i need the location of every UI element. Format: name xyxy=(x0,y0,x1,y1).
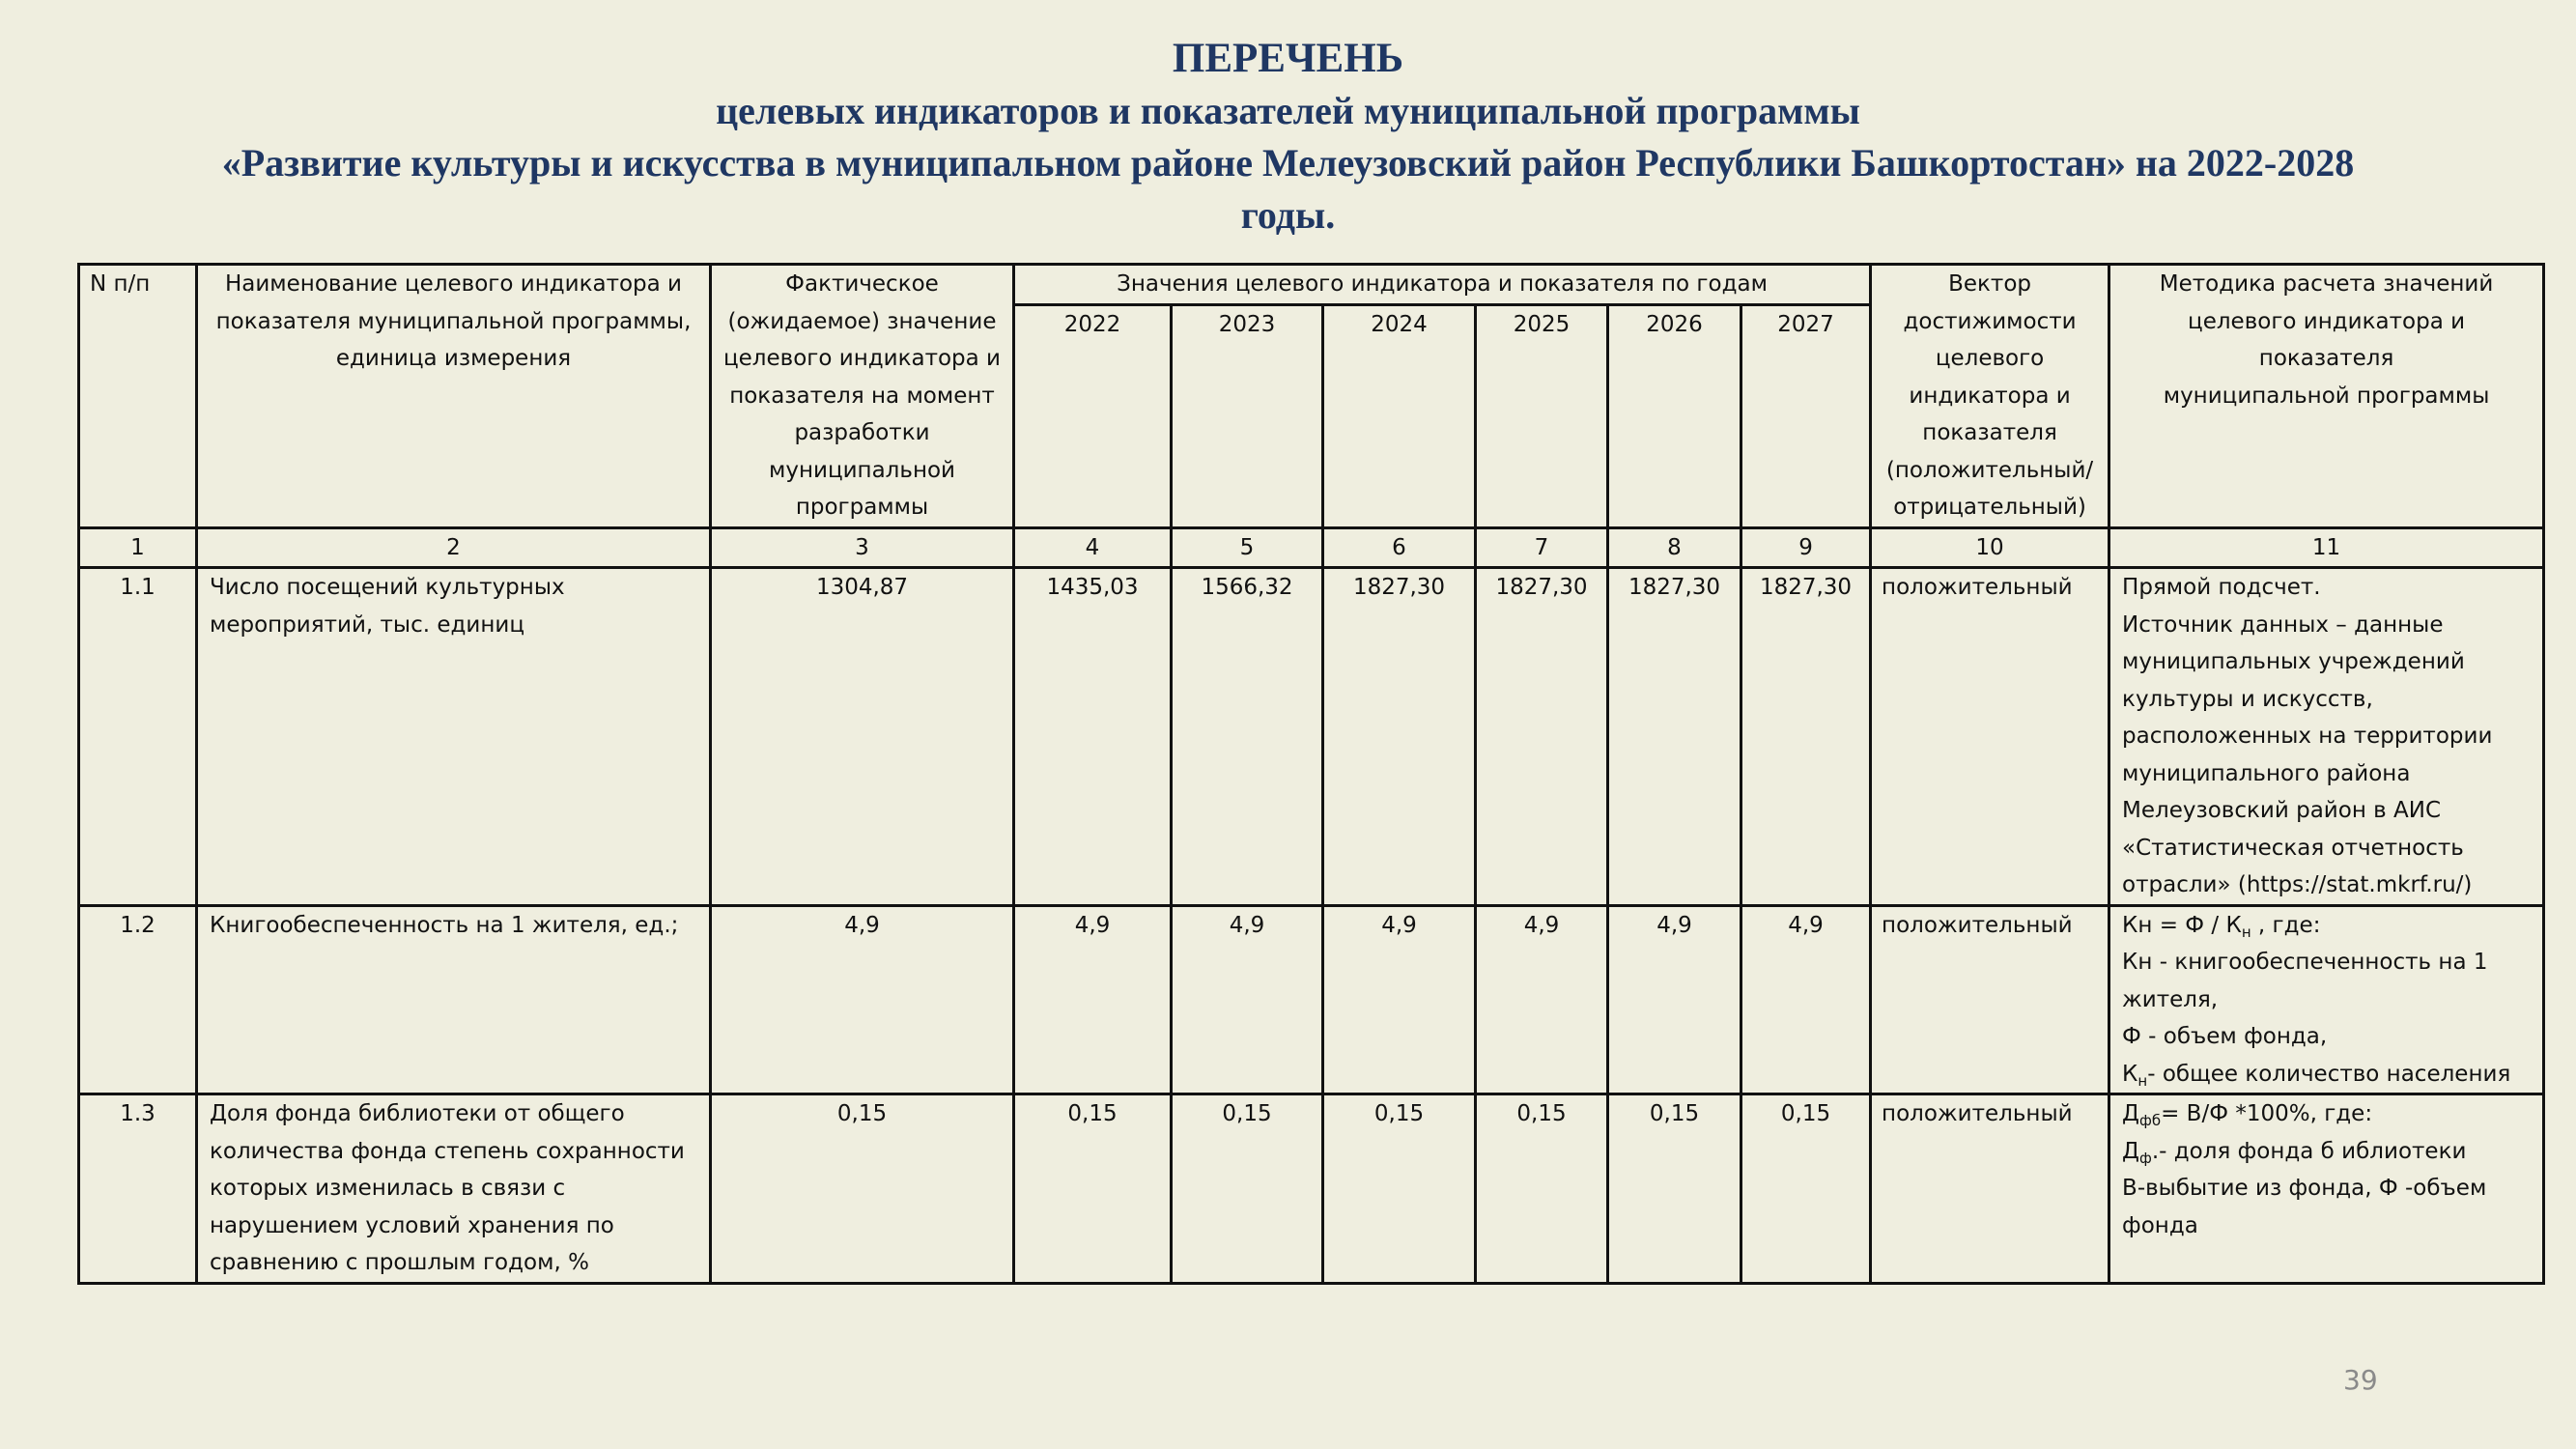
col-number: 4 xyxy=(1014,527,1172,568)
row-value-2022: 4,9 xyxy=(1014,905,1172,1094)
row-value-2027: 0,15 xyxy=(1741,1094,1871,1284)
row-method: Прямой подсчет. Источник данных – данные муниципальных учреждений культуры и искусств, расположенных на территории муниципального района Мелеузовский район в АИС «Статистическая отчетность отрасли» (https://stat.mkrf.ru/) xyxy=(2109,568,2544,906)
page-number: 39 xyxy=(2343,1364,2378,1396)
col-number: 7 xyxy=(1476,527,1608,568)
row-value-2023: 0,15 xyxy=(1172,1094,1323,1284)
indicators-table xyxy=(77,263,2545,1285)
col-number: 2 xyxy=(197,527,711,568)
table-row xyxy=(79,568,2544,906)
row-method: $Д_{фб}= В/Ф$ *100%, где: $Д_ф.-$ доля фонда б иблиотеки В-выбытие из фонда, Ф -объем фонда xyxy=(2109,1094,2544,1284)
row-value-2025: 0,15 xyxy=(1476,1094,1608,1284)
col-number: 1 xyxy=(79,527,197,568)
row-num: 1.2 xyxy=(79,905,197,1094)
row-actual-value: 4,9 xyxy=(711,905,1014,1094)
row-value-2022: 1435,03 xyxy=(1014,568,1172,906)
row-value-2026: 4,9 xyxy=(1608,905,1741,1094)
title-line-3: «Развитие культуры и искусства в муниципальном районе Мелеузовский район Республики Башкортостан» на 2022-2028 xyxy=(221,141,2355,185)
row-vector: положительный xyxy=(1871,1094,2109,1284)
title-line-1: ПЕРЕЧЕНЬ xyxy=(1172,36,1404,81)
row-value-2025: 4,9 xyxy=(1476,905,1608,1094)
row-value-2026: 1827,30 xyxy=(1608,568,1741,906)
row-value-2025: 1827,30 xyxy=(1476,568,1608,906)
row-num: 1.3 xyxy=(79,1094,197,1284)
title-line-2: целевых индикаторов и показателей муниципальной программы xyxy=(716,89,1860,132)
row-value-2027: 4,9 xyxy=(1741,905,1871,1094)
row-value-2023: 1566,32 xyxy=(1172,568,1323,906)
header-values-by-year: Значения целевого индикатора и показателя по годам xyxy=(1014,265,1871,305)
row-value-2022: 0,15 xyxy=(1014,1094,1172,1284)
col-number: 10 xyxy=(1871,527,2109,568)
row-name: Доля фонда библиотеки от общего количества фонда степень сохранности которых изменилась в связи с нарушением условий хранения по сравнению с прошлым годом, % xyxy=(197,1094,711,1284)
table-row xyxy=(79,1094,2544,1284)
row-name: Книгообеспеченность на 1 жителя, ед.; xyxy=(197,905,711,1094)
col-number: 8 xyxy=(1608,527,1741,568)
col-number: 5 xyxy=(1172,527,1323,568)
row-num: 1.1 xyxy=(79,568,197,906)
row-value-2024: 0,15 xyxy=(1323,1094,1476,1284)
row-value-2026: 0,15 xyxy=(1608,1094,1741,1284)
row-value-2024: 4,9 xyxy=(1323,905,1476,1094)
row-actual-value: 0,15 xyxy=(711,1094,1014,1284)
row-vector: положительный xyxy=(1871,905,2109,1094)
column-numbers-row xyxy=(79,527,2544,568)
row-value-2027: 1827,30 xyxy=(1741,568,1871,906)
row-method: Кн = Ф / $К_н$ , где: Кн - книгообеспеченность на 1 жителя, Ф - объем фонда, $К_н-$ общее количество населения xyxy=(2109,905,2544,1094)
header-name: Наименование целевого индикатора и показателя муниципальной программы, единица измерения xyxy=(197,265,711,528)
row-name: Число посещений культурных мероприятий, тыс. единиц xyxy=(197,568,711,906)
header-year-2025: 2025 xyxy=(1476,304,1608,527)
header-year-2026: 2026 xyxy=(1608,304,1741,527)
row-value-2023: 4,9 xyxy=(1172,905,1323,1094)
header-year-2023: 2023 xyxy=(1172,304,1323,527)
title-line-4: годы. xyxy=(1240,193,1336,237)
document-title xyxy=(39,33,2537,242)
header-num: N п/п xyxy=(79,265,197,528)
header-year-2027: 2027 xyxy=(1741,304,1871,527)
row-vector: положительный xyxy=(1871,568,2109,906)
header-method: Методика расчета значений целевого индикатора и показателя муниципальной программы xyxy=(2109,265,2544,528)
header-year-2022: 2022 xyxy=(1014,304,1172,527)
col-number: 11 xyxy=(2109,527,2544,568)
col-number: 6 xyxy=(1323,527,1476,568)
header-year-2024: 2024 xyxy=(1323,304,1476,527)
header-actual-value: Фактическое (ожидаемое) значение целевого индикатора и показателя на момент разработки муниципальной программы xyxy=(711,265,1014,528)
table-row xyxy=(79,905,2544,1094)
col-number: 9 xyxy=(1741,527,1871,568)
row-value-2024: 1827,30 xyxy=(1323,568,1476,906)
row-actual-value: 1304,87 xyxy=(711,568,1014,906)
col-number: 3 xyxy=(711,527,1014,568)
header-vector: Вектор достижимости целевого индикатора и показателя (положительный/ отрицательный) xyxy=(1871,265,2109,528)
